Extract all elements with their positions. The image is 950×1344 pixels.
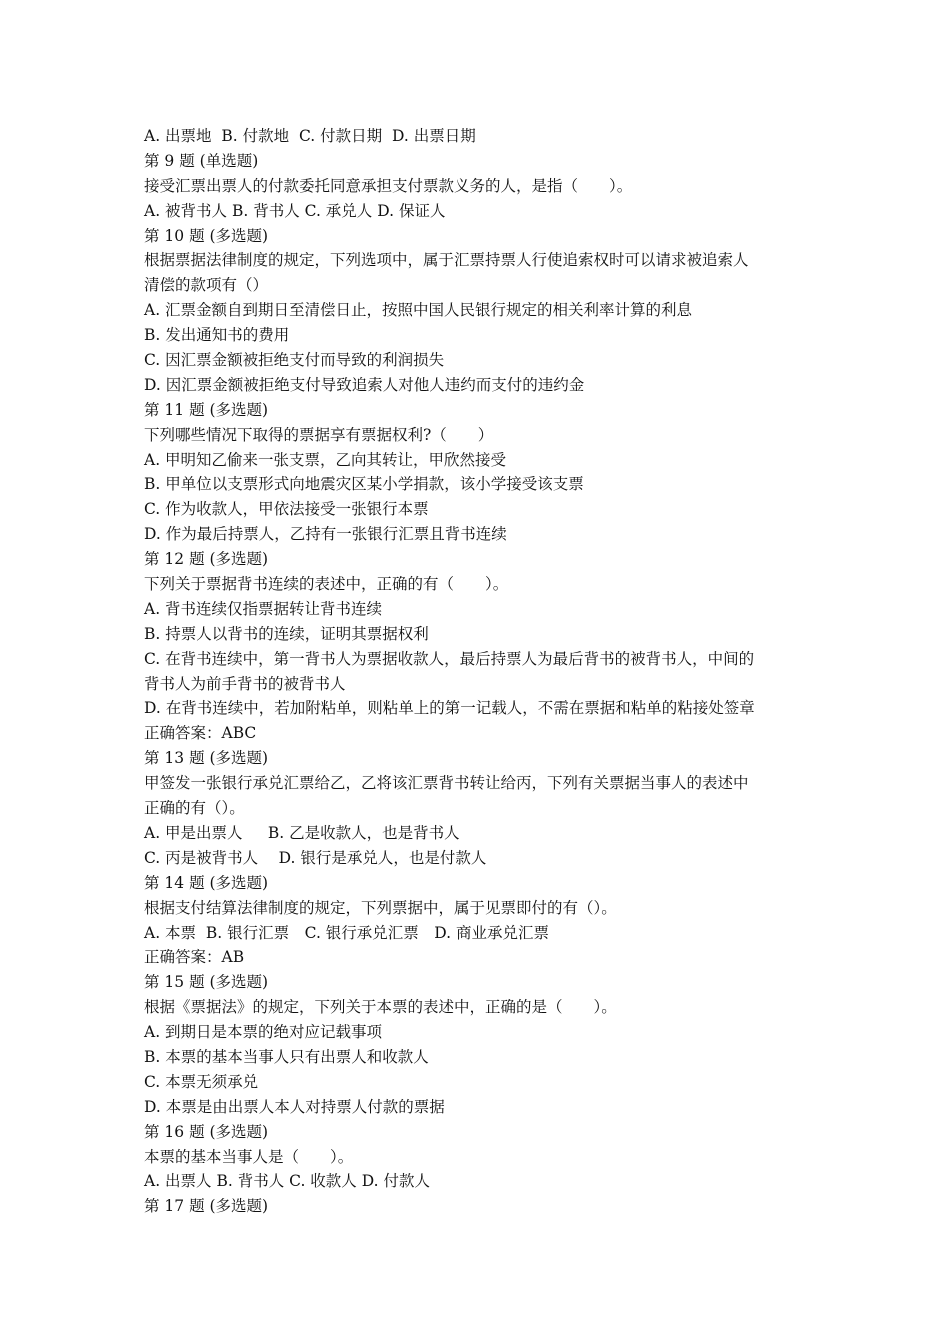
question-heading: 第 11 题 (多选题) — [144, 400, 269, 419]
answer-options: A. 被背书人 B. 背书人 C. 承兑人 D. 保证人 — [144, 201, 446, 220]
question-text: 清偿的款项有（） — [144, 276, 269, 295]
answer-options: A. 甲是出票人 B. 乙是收款人，也是背书人 — [144, 823, 460, 842]
answer-option: D. 在背书连续中，若加附粘单，则粘单上的第一记载人，不需在票据和粘单的粘接处签章 — [144, 699, 755, 718]
question-text: 本票的基本当事人是（ ）。 — [144, 1147, 354, 1166]
correct-answer: 正确答案：AB — [144, 948, 245, 967]
answer-option: D. 作为最后持票人，乙持有一张银行汇票且背书连续 — [144, 525, 507, 544]
answer-option: A. 汇票金额自到期日至清偿日止，按照中国人民银行规定的相关利率计算的利息 — [144, 301, 693, 320]
question-heading: 第 13 题 (多选题) — [144, 749, 269, 768]
answer-option: A. 背书连续仅指票据转让背书连续 — [144, 599, 383, 618]
answer-option: D. 本票是由出票人本人对持票人付款的票据 — [144, 1097, 445, 1116]
question-text: 下列哪些情况下取得的票据享有票据权利?（ ） — [144, 425, 494, 444]
question-text: 正确的有（）。 — [144, 799, 245, 818]
answer-options: C. 丙是被背书人 D. 银行是承兑人，也是付款人 — [144, 848, 487, 867]
answer-option: B. 本票的基本当事人只有出票人和收款人 — [144, 1047, 429, 1066]
text-line: A. 出票地 B. 付款地 C. 付款日期 D. 出票日期 — [144, 127, 476, 145]
answer-option: B. 持票人以背书的连续，证明其票据权利 — [144, 624, 429, 643]
answer-options: A. 出票人 B. 背书人 C. 收款人 D. 付款人 — [144, 1172, 430, 1191]
question-heading: 第 17 题 (多选题) — [144, 1197, 269, 1216]
question-heading: 第 14 题 (多选题) — [144, 873, 269, 892]
document-body — [144, 124, 824, 1219]
answer-option: A. 到期日是本票的绝对应记载事项 — [144, 1023, 383, 1042]
answer-option: B. 甲单位以支票形式向地震灾区某小学捐款，该小学接受该支票 — [144, 475, 584, 494]
question-text: 甲签发一张银行承兑汇票给乙，乙将该汇票背书转让给丙，下列有关票据当事人的表述中 — [144, 774, 749, 793]
answer-option: C. 因汇票金额被拒绝支付而导致的利润损失 — [144, 351, 445, 370]
question-heading: 第 16 题 (多选题) — [144, 1122, 269, 1141]
answer-option: C. 在背书连续中，第一背书人为票据收款人，最后持票人为最后背书的被背书人，中间的 — [144, 649, 755, 668]
question-text: 根据支付结算法律制度的规定，下列票据中，属于见票即付的有（）。 — [144, 898, 617, 917]
answer-option: B. 发出通知书的费用 — [144, 326, 290, 345]
question-text: 下列关于票据背书连续的表述中，正确的有（ ）。 — [144, 575, 509, 594]
answer-option: A. 甲明知乙偷来一张支票，乙向其转让，甲欣然接受 — [144, 450, 507, 469]
answer-options: A. 本票 B. 银行汇票 C. 银行承兑汇票 D. 商业承兑汇票 — [144, 923, 550, 942]
answer-option: D. 因汇票金额被拒绝支付导致追索人对他人违约而支付的违约金 — [144, 375, 585, 394]
answer-option: C. 本票无须承兑 — [144, 1072, 259, 1091]
question-heading: 第 15 题 (多选题) — [144, 973, 269, 992]
question-heading: 第 12 题 (多选题) — [144, 550, 269, 569]
question-text: 根据《票据法》的规定，下列关于本票的表述中，正确的是（ ）。 — [144, 998, 617, 1017]
answer-option: C. 作为收款人，甲依法接受一张银行本票 — [144, 500, 429, 519]
question-text: 根据票据法律制度的规定，下列选项中，属于汇票持票人行使追索权时可以请求被追索人 — [144, 251, 749, 270]
answer-option: 背书人为前手背书的被背书人 — [144, 674, 346, 693]
correct-answer: 正确答案：ABC — [144, 724, 257, 743]
question-heading: 第 9 题 (单选题) — [144, 151, 259, 170]
question-text: 接受汇票出票人的付款委托同意承担支付票款义务的人，是指（ ）。 — [144, 176, 633, 195]
question-heading: 第 10 题 (多选题) — [144, 226, 269, 245]
